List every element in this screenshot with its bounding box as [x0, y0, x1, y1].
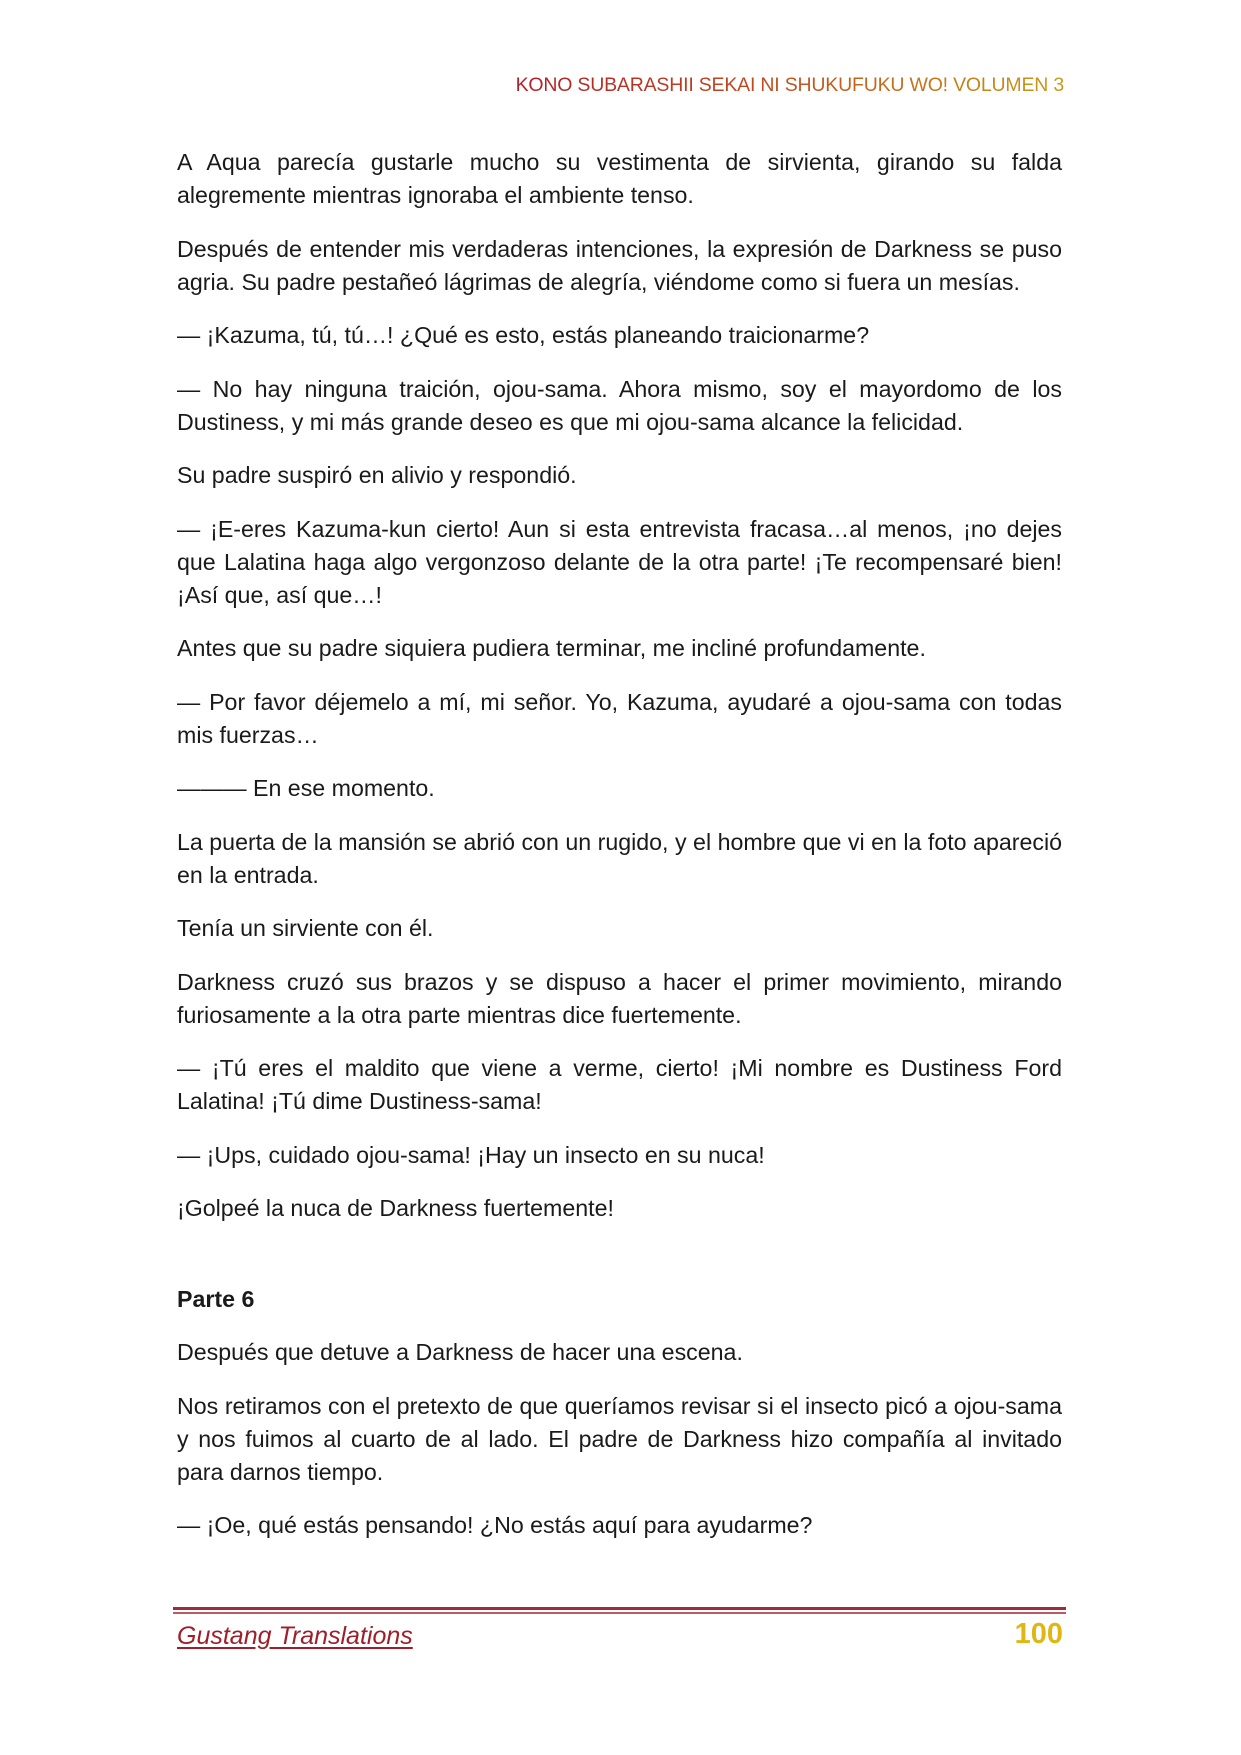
- paragraph: — Por favor déjemelo a mí, mi señor. Yo, Kazuma, ayudaré a ojou-sama con todas mis fuerzas…: [177, 688, 1062, 748]
- section-heading: Parte 6: [177, 1286, 255, 1312]
- paragraph: ¡Golpeé la nuca de Darkness fuertemente!: [177, 1195, 614, 1221]
- paragraph: A Aqua parecía gustarle mucho su vestimenta de sirvienta, girando su falda alegremente mientras ignoraba el ambiente tenso.: [177, 149, 1062, 208]
- paragraph: Nos retiramos con el pretexto de que queríamos revisar si el insecto picó a ojou-sama y nos fuimos al cuarto de al lado. El padre de Darkness hizo compañía al invitado para darnos tiempo.: [177, 1392, 1062, 1485]
- paragraph: La puerta de la mansión se abrió con un rugido, y el hombre que vi en la foto apareció en la entrada.: [177, 828, 1062, 888]
- paragraph: Después que detuve a Darkness de hacer una escena.: [177, 1339, 743, 1365]
- paragraph: — ¡Tú eres el maldito que viene a verme, cierto! ¡Mi nombre es Dustiness Ford Lalatina! ¡Tú dime Dustiness-sama!: [177, 1055, 1062, 1114]
- paragraph: — ¡Ups, cuidado ojou-sama! ¡Hay un insecto en su nuca!: [177, 1141, 765, 1168]
- paragraph: Antes que su padre siquiera pudiera terminar, me incliné profundamente.: [177, 635, 926, 661]
- translator-credit: Gustang Translations: [177, 1622, 413, 1650]
- footer-divider-thin: [173, 1612, 1066, 1614]
- paragraph: — No hay ninguna traición, ojou-sama. Ahora mismo, soy el mayordomo de los Dustiness, y mi más grande deseo es que mi ojou-sama alcance la felicidad.: [177, 375, 1062, 435]
- paragraph: Darkness cruzó sus brazos y se dispuso a hacer el primer movimiento, mirando furiosamente a la otra parte mientras dice fuertemente.: [177, 968, 1062, 1028]
- paragraph: — ¡E-eres Kazuma-kun cierto! Aun si esta entrevista fracasa…al menos, ¡no dejes que Lalatina haga algo vergonzoso delante de la otra parte! ¡Te recompensaré bien! ¡Así que, así que…!: [177, 515, 1062, 608]
- paragraph: ——— En ese momento.: [177, 775, 435, 801]
- paragraph: Tenía un sirviente con él.: [177, 915, 434, 941]
- footer-divider: [173, 1607, 1066, 1614]
- paragraph: — ¡Kazuma, tú, tú…! ¿Qué es esto, estás planeando traicionarme?: [177, 322, 870, 348]
- page-number: 100: [1014, 1618, 1063, 1650]
- paragraph: — ¡Oe, qué estás pensando! ¿No estás aquí para ayudarme?: [177, 1512, 813, 1538]
- running-header: KONO SUBARASHII SEKAI NI SHUKUFUKU WO! VOLUMEN 3: [515, 74, 1064, 96]
- body-text: [177, 146, 1062, 1563]
- paragraph: Después de entender mis verdaderas intenciones, la expresión de Darkness se puso agria. Su padre pestañeó lágrimas de alegría, viéndome como si fuera un mesías.: [177, 235, 1062, 295]
- paragraph: Su padre suspiró en alivio y respondió.: [177, 462, 577, 488]
